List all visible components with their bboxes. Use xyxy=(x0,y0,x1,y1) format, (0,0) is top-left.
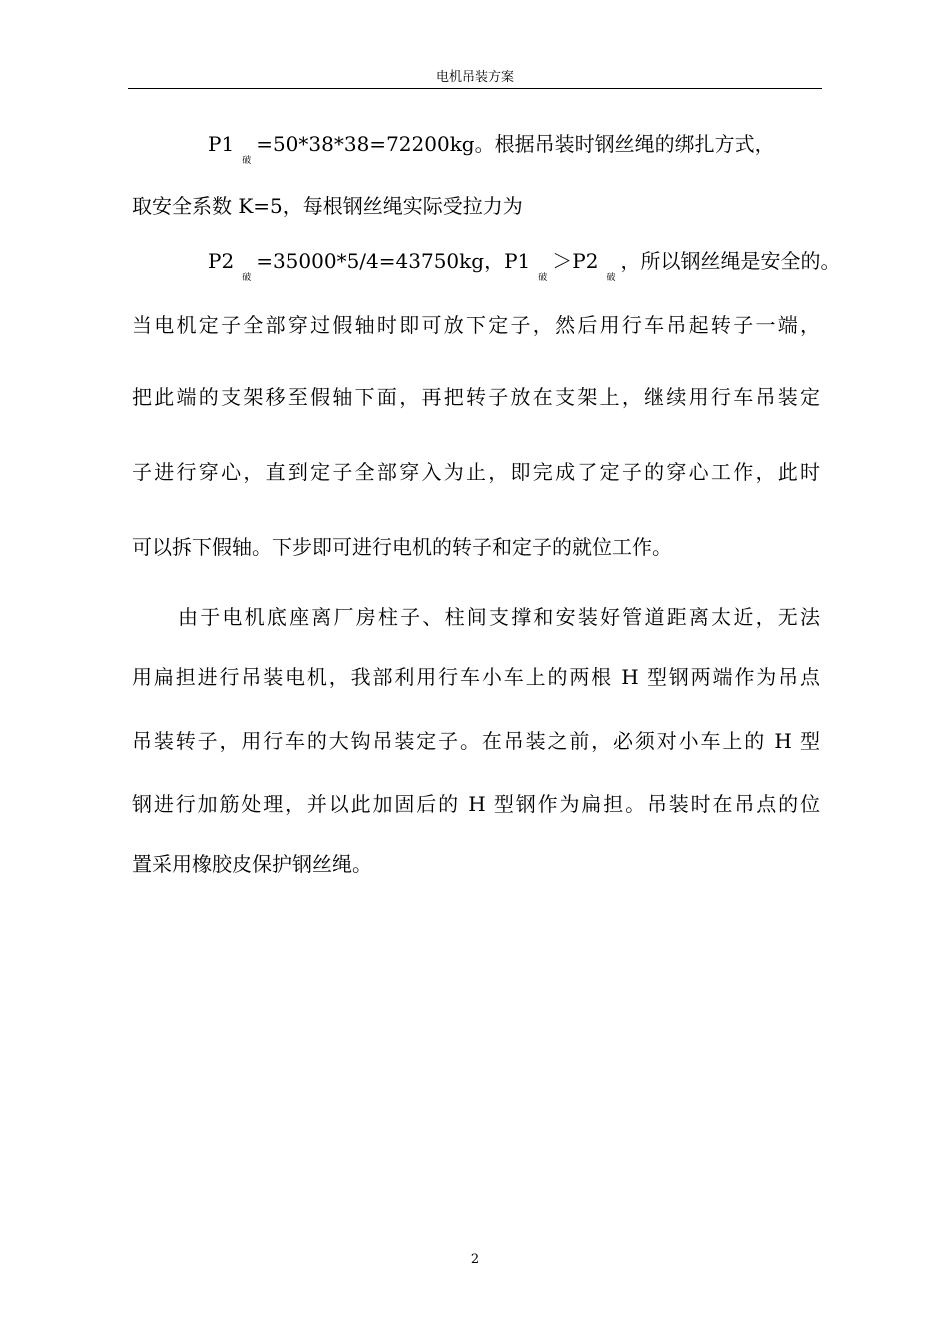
calc-line-2: 取安全系数 K=5，每根钢丝绳实际受拉力为 xyxy=(132,194,523,218)
paragraph-2-line-2: 用扁担进行吊装电机，我部利用行车小车上的两根 H 型钢两端作为吊点 xyxy=(132,665,820,689)
paragraph-1-line-2: 把此端的支架移至假轴下面，再把转子放在支架上，继续用行车吊装定 xyxy=(132,385,820,409)
paragraph-2-line-1: 由于电机底座离厂房柱子、柱间支撑和安装好管道距离太近，无法 xyxy=(178,605,820,629)
paragraph-1-line-1: 当电机定子全部穿过假轴时即可放下定子，然后用行车吊起转子一端， xyxy=(132,313,820,337)
paragraph-1-line-3: 子进行穿心，直到定子全部穿入为止，即完成了定子的穿心工作，此时 xyxy=(132,460,820,484)
paragraph-2-line-5: 置采用橡胶皮保护钢丝绳。 xyxy=(132,852,372,876)
calc-p1-subscript: 破 xyxy=(242,156,252,166)
calc-conclusion: ，所以钢丝绳是安全的。 xyxy=(620,249,841,273)
calc-p2-formula: =35000*5/4=43750kg，P1 xyxy=(256,249,531,273)
header-divider xyxy=(128,88,822,89)
calc-p2-subscript: 破 xyxy=(242,273,252,283)
page-header-title: 电机吊装方案 xyxy=(435,70,514,85)
paragraph-1-line-4: 可以拆下假轴。下步即可进行电机的转子和定子的就位工作。 xyxy=(132,535,672,559)
calc-p2-symbol: P2 xyxy=(208,249,235,273)
page-number: 2 xyxy=(470,1252,480,1267)
paragraph-2-line-4: 钢进行加筋处理，并以此加固后的 H 型钢作为扁担。吊装时在吊点的位 xyxy=(132,792,820,816)
calc-p1-subscript-2: 破 xyxy=(538,273,548,283)
calc-p1-formula: =50*38*38=72200kg。根据吊装时钢丝绳的绑扎方式， xyxy=(256,132,775,156)
calc-p2-subscript-2: 破 xyxy=(606,273,616,283)
calc-line-3 xyxy=(208,249,841,283)
calc-line-1 xyxy=(208,132,775,166)
calc-comparison: ＞P2 xyxy=(552,249,599,273)
calc-p1-symbol: P1 xyxy=(208,132,235,156)
paragraph-2-line-3: 吊装转子，用行车的大钩吊装定子。在吊装之前，必须对小车上的 H 型 xyxy=(132,729,820,753)
